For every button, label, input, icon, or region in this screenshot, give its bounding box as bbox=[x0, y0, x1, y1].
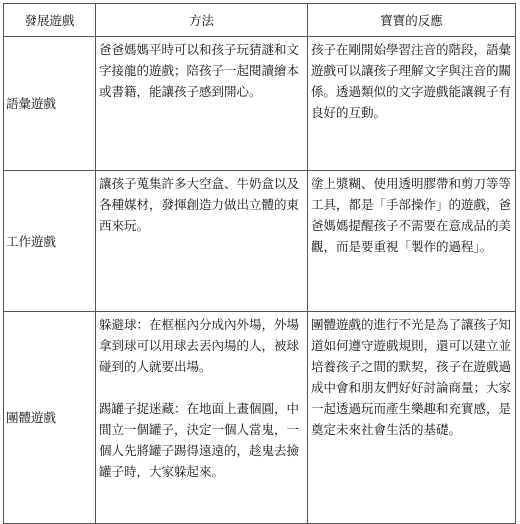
reaction-cell bbox=[308, 171, 516, 312]
method-text: 躲避球：在框框內分成內外場，外場拿到球可以用球去丟內場的人，被球碰到的人就要出場。 bbox=[99, 317, 300, 374]
method-cell bbox=[96, 171, 308, 312]
activity-table bbox=[3, 3, 516, 524]
header-row bbox=[4, 4, 516, 37]
table-row bbox=[4, 171, 516, 312]
method-cell bbox=[96, 312, 308, 524]
table-row bbox=[4, 312, 516, 524]
method-cell bbox=[96, 37, 308, 171]
table-row bbox=[4, 37, 516, 171]
category-cell: 語彙遊戲 bbox=[4, 37, 96, 171]
reaction-cell bbox=[308, 37, 516, 171]
reaction-text: 孩子在剛開始學習注音的階段，語彙遊戲可以讓孩子理解文字與注音的關係。透過類似的文字遊戲能讓親子有良好的互動。 bbox=[311, 42, 512, 120]
category-cell: 工作遊戲 bbox=[4, 171, 96, 312]
reaction-cell bbox=[308, 312, 516, 524]
reaction-text: 塗上漿糊、使用透明膠帶和剪刀等等工具，都是「手部操作」的遊戲，爸爸媽媽提醒孩子不需要在意成品的美觀，而是要重視「製作的過程」。 bbox=[311, 176, 512, 254]
header-reaction: 寶寶的反應 bbox=[308, 4, 516, 37]
header-category: 發展遊戲 bbox=[4, 4, 96, 37]
category-cell: 團體遊戲 bbox=[4, 312, 96, 524]
paragraph-spacer bbox=[99, 377, 304, 398]
method-text: 讓孩子蒐集許多大空盒、牛奶盒以及各種媒材，發揮創造力做出立體的東西來玩。 bbox=[99, 176, 300, 233]
method-text: 爸爸媽媽平時可以和孩子玩猜謎和文字接龍的遊戲；陪孩子一起閱讀繪本或書籍，能讓孩子感到開心。 bbox=[99, 42, 300, 99]
method-text: 踢罐子捉迷藏：在地面上畫個圓，中間立一個罐子，決定一個人當鬼，一個人先將罐子踢得遠遠的，趁鬼去撿罐子時，大家躲起來。 bbox=[99, 401, 300, 479]
header-method: 方法 bbox=[96, 4, 308, 37]
reaction-text: 團體遊戲的進行不光是為了讓孩子知道如何遵守遊戲規則，還可以建立並培養孩子之間的默契，孩子在遊戲過成中會和朋友們好好討論商量；大家一起透過玩而產生樂趣和充實感，是奠定未來社會生活的基礎。 bbox=[311, 317, 512, 437]
